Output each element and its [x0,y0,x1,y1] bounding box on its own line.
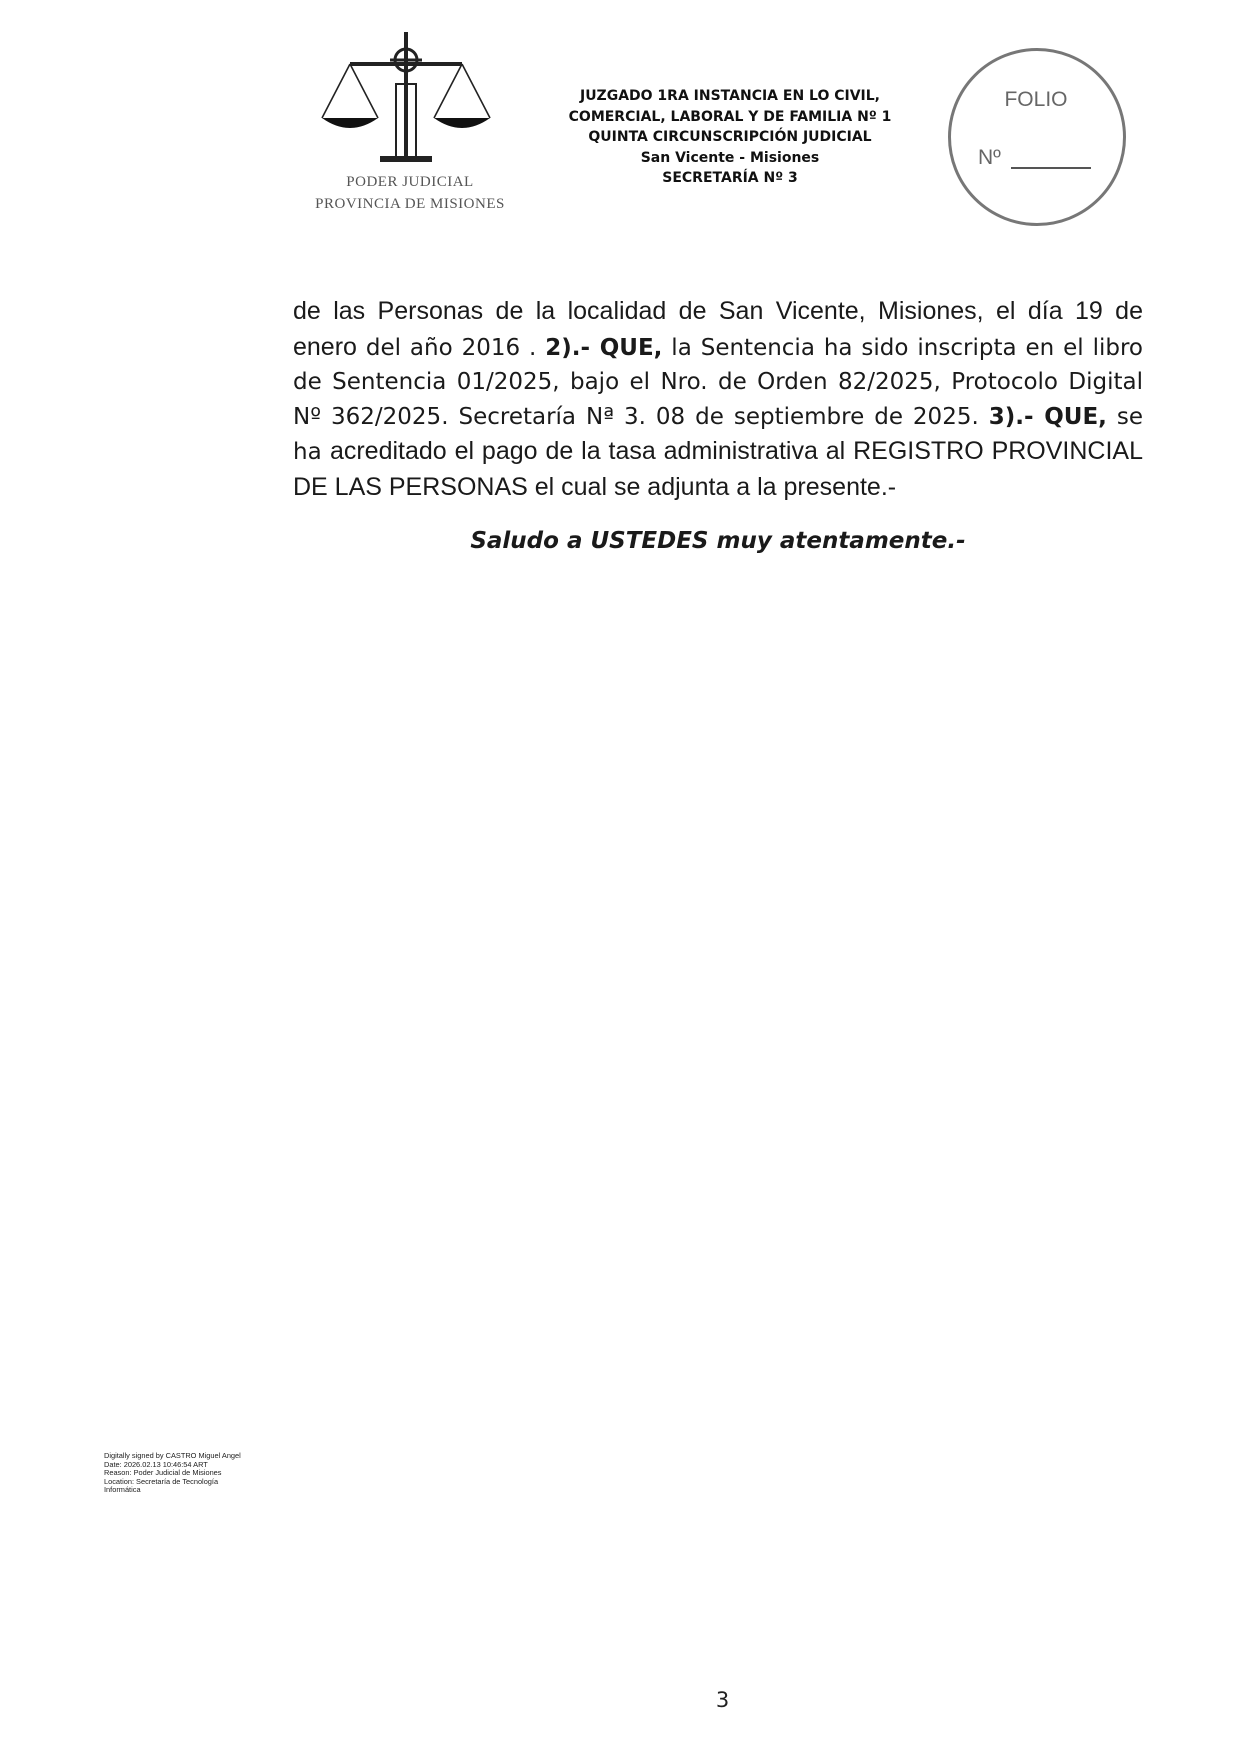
body-text-segment: acreditado el pago de la tasa administrativa al REGISTRO PROVINCIAL DE LAS PERSONAS el cual se adjunta a la presente.- [293,437,1144,501]
body-text-segment: se ha [293,403,1143,465]
folio-number-label: Nº [978,146,1001,169]
body-text-segment: de las Personas de la localidad de San Vicente, Misiones, el día 19 de enero [293,297,1143,361]
folio-label: FOLIO [1004,88,1068,111]
court-logo [300,30,520,220]
folio-number-line [1011,167,1091,169]
court-header [545,86,915,189]
court-header-line: JUZGADO 1RA INSTANCIA EN LO CIVIL, [579,88,880,104]
logo-text-poder-judicial: PODER JUDICIAL [346,174,474,190]
page-number: 3 [715,1688,730,1712]
court-header-line: SECRETARÍA Nº 3 [662,170,798,186]
body-text-segment: la Sentencia ha sido inscripta en el libro de Sentencia 01/2025, bajo el Nro. de Orden 82/2025, Protocolo Digital Nº 362/2025. Secretaría Nª 3. 08 de septiembre de 2025. [293,334,1143,430]
clause-label: 2).- QUE, [545,334,663,361]
closing-salutation: Saludo a USTEDES muy atentamente.- [470,528,966,554]
logo-text-provincia: PROVINCIA DE MISIONES [315,196,505,212]
court-header-line: San Vicente - Misiones [640,149,820,166]
signature-line: Location: Secretaría de Tecnología [104,1476,219,1486]
court-header-line: QUINTA CIRCUNSCRIPCIÓN JUDICIAL [588,129,872,145]
signature-line: Digitally signed by CASTRO Miguel Angel [104,1451,241,1460]
signature-line: Date: 2026.02.13 10:46:54 ART [104,1459,208,1469]
clause-label: 3).- QUE, [988,403,1107,430]
scales-of-justice-icon [320,30,500,170]
signature-line: Reason: Poder Judicial de Misiones [104,1468,222,1478]
digital-signature [104,1452,294,1495]
body-text-segment: del año 2016 . [365,334,546,361]
document-body [293,294,1143,505]
court-header-line: COMERCIAL, LABORAL Y DE FAMILIA Nº 1 [568,108,892,125]
folio-stamp [948,48,1126,226]
folio-circle [948,48,1126,226]
signature-line: Informática [104,1485,141,1495]
